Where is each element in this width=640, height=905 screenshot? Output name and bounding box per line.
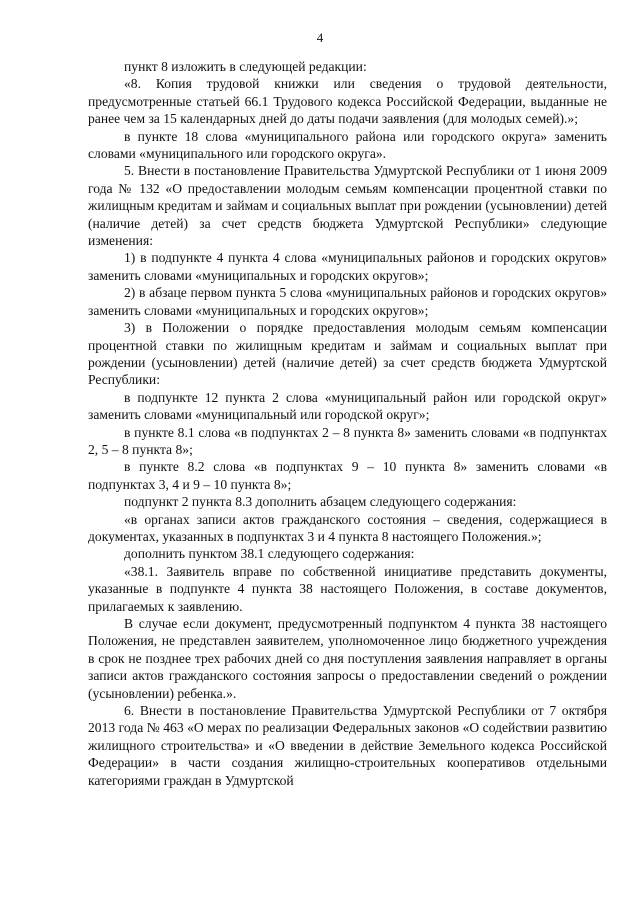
document-body <box>88 58 607 789</box>
paragraph: «8. Копия трудовой книжки или сведения о трудовой деятельности, предусмотренные статьей 66.1 Трудового кодекса Российской Федерации, выданные не ранее чем за 15 календарных дней до даты подачи заявления (для молодых семей).»; <box>88 76 607 127</box>
paragraph: 6. Внести в постановление Правительства Удмуртской Республики от 7 октября 2013 года № 463 «О мерах по реализации Федеральных законов «О содействии развитию жилищного строительства» и «О введении в действие Земельного кодекса Российской Федерации» в части создания жилищно-строительных кооперативов отдельными категориями граждан в Удмуртской <box>88 703 607 788</box>
page-number: 4 <box>316 30 324 45</box>
paragraph: 5. Внести в постановление Правительства Удмуртской Республики от 1 июня 2009 года № 132 «О предоставлении молодым семьям компенсации процентной ставки по жилищным кредитам и займам и социальных выплат при рождении (усыновлении) детей (наличие детей) за счет средств бюджета Удмуртской Республики» следующие изменения: <box>88 163 607 249</box>
paragraph: в пункте 8.1 слова «в подпунктах 2 – 8 пункта 8» заменить словами «в подпунктах 2, 5 – 8 пункта 8»; <box>88 424 607 457</box>
paragraph: В случае если документ, предусмотренный подпунктом 4 пункта 38 настоящего Положения, не представлен заявителем, уполномоченное лицо бюджетного учреждения в срок не позднее трех рабочих дней со дня поступления заявления направляет в органы записи актов гражданского состояния запросы о предоставлении сведений о рождении (усыновлении) ребенка.». <box>88 616 607 701</box>
paragraph: подпункт 2 пункта 8.3 дополнить абзацем следующего содержания: <box>124 494 517 510</box>
paragraph: 3) в Положении о порядке предоставления молодым семьям компенсации процентной ставки по жилищным кредитам и займам и социальных выплат при рождении (усыновлении) детей (наличие детей) за счет средств бюджета Удмуртской Республики: <box>88 320 607 388</box>
paragraph: «38.1. Заявитель вправе по собственной инициативе представить документы, указанные в подпункте 4 пункта 38 настоящего Положения, в составе документов, прилагаемых к заявлению. <box>88 563 607 614</box>
paragraph: в пункте 8.2 слова «в подпунктах 9 – 10 пункта 8» заменить словами «в подпунктах 3, 4 и 9 – 10 пункта 8»; <box>88 459 607 492</box>
paragraph: 1) в подпункте 4 пункта 4 слова «муниципальных районов и городских округов» заменить словами «муниципальных и городских округов»; <box>88 250 607 283</box>
paragraph: 2) в абзаце первом пункта 5 слова «муниципальных районов и городских округов» заменить словами «муниципальных и городских округов»; <box>88 285 607 318</box>
paragraph: в пункте 18 слова «муниципального района или городского округа» заменить словами «муниципального или городского округа». <box>88 128 607 162</box>
paragraph: пункт 8 изложить в следующей редакции: <box>124 59 367 74</box>
paragraph: «в органах записи актов гражданского состояния – сведения, содержащиеся в документах, указанных в подпунктах 3 и 4 пункта 8 настоящего Положения.»; <box>88 511 607 544</box>
paragraph: дополнить пунктом 38.1 следующего содержания: <box>124 546 415 562</box>
paragraph: в подпункте 12 пункта 2 слова «муниципальный район или городской округ» заменить словами «муниципальный или городской округ»; <box>88 389 607 423</box>
